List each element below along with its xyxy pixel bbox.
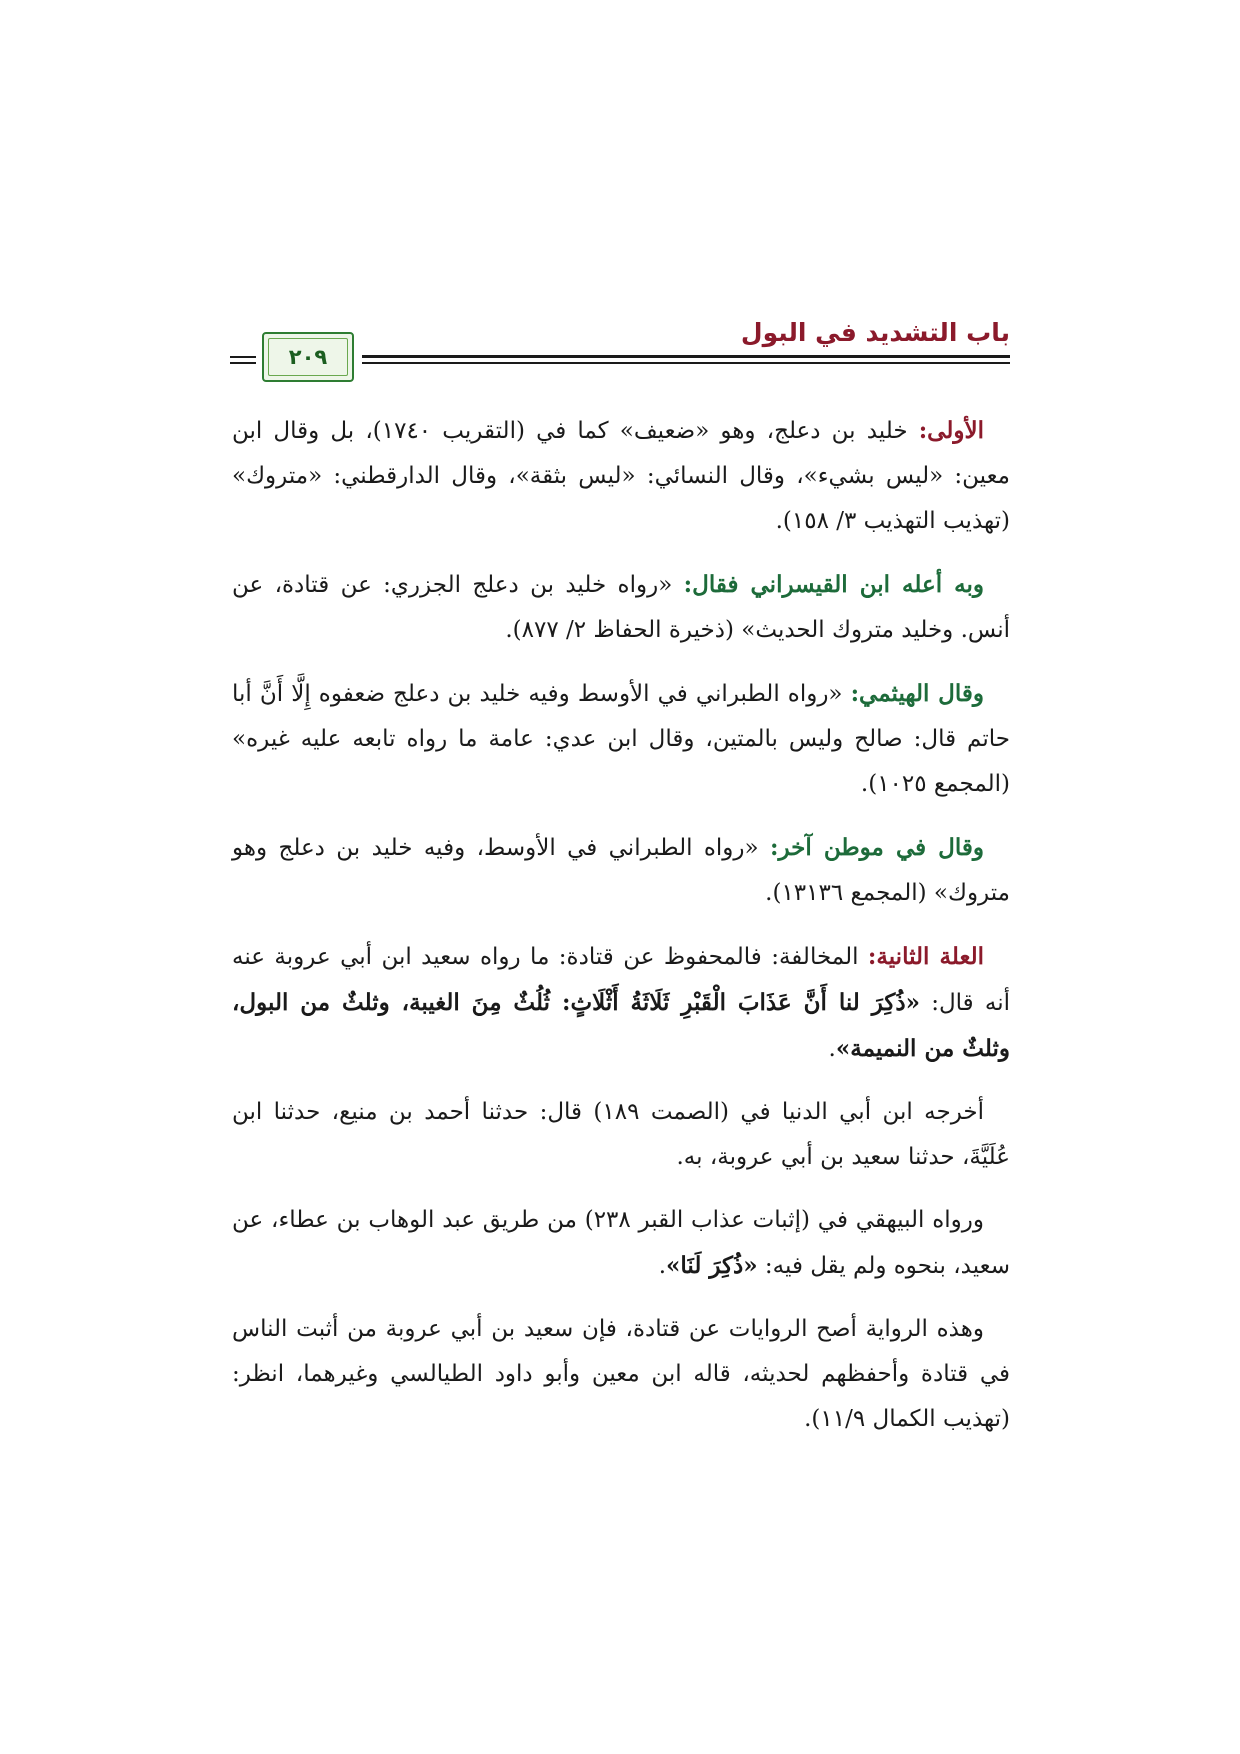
paragraph <box>232 671 1010 807</box>
paragraph-text: خليد بن دعلج، وهو «ضعيف» كما في (التقريب ١٧٤٠)، بل وقال ابن معين: «ليس بشيء»، وقال النسائي: «ليس بثقة»، وقال الدارقطني: «متروك» (تهذيب التهذيب ٣/ ١٥٨). <box>232 418 1010 534</box>
page-number-badge <box>262 332 354 382</box>
page-number: ٢٠٩ <box>288 345 328 369</box>
page-body <box>232 408 1010 1460</box>
paragraph-text: المخالفة: فالمحفوظ عن قتادة: ما رواه سعيد ابن أبي عروبة عنه أنه قال: <box>232 944 1010 1016</box>
paragraph-lead: الأولى: <box>918 417 984 444</box>
hadith-quote: «ذُكِرَ لَنَا» <box>666 1252 758 1279</box>
paragraph-text: «رواه الطبراني في الأوسط وفيه خليد بن دعلج ضعفوه إِلَّا أَنَّ أبا حاتم قال: صالح وليس بالمتين، وقال ابن عدي: عامة ما رواه تابعه عليه غيره» (المجمع ١٠٢٥). <box>232 681 1010 797</box>
paragraph <box>232 1090 1010 1180</box>
paragraph-lead: العلة الثانية: <box>867 943 984 970</box>
paragraph-text: ورواه البيهقي في (إثبات عذاب القبر ٢٣٨) من طريق عبد الوهاب بن عطاء، عن سعيد، بنحوه ولم يقل فيه: <box>232 1207 1010 1279</box>
paragraph-text: أخرجه ابن أبي الدنيا في (الصمت ١٨٩) قال: حدثنا أحمد بن منيع، حدثنا ابن عُلَيَّةَ، حدثنا سعيد بن أبي عروبة، به. <box>232 1099 1010 1170</box>
paragraph <box>232 1198 1010 1289</box>
paragraph <box>232 408 1010 544</box>
paragraph-text: وهذه الرواية أصح الروايات عن قتادة، فإن سعيد بن أبي عروبة من أثبت الناس في قتادة وأحفظهم لحديثه، قاله ابن معين وأبو داود الطيالسي وغيرهما، انظر: (تهذيب الكمال ١١/٩). <box>232 1316 1010 1432</box>
paragraph <box>232 1307 1010 1442</box>
paragraph <box>232 825 1010 916</box>
paragraph-lead: وقال في موطن آخر: <box>769 834 984 861</box>
paragraph-lead: وقال الهيثمي: <box>850 680 984 707</box>
paragraph-text: «رواه الطبراني في الأوسط، وفيه خليد بن دعلج وهو متروك» (المجمع ١٣١٣٦). <box>232 835 1010 906</box>
paragraph-text: «رواه خليد بن دعلج الجزري: عن قتادة، عن أنس. وخليد متروك الحديث» (ذخيرة الحفاظ ٢/ ٨٧٧). <box>232 572 1010 643</box>
chapter-title: باب التشديد في البول <box>740 318 1010 347</box>
header-rule <box>362 362 1010 364</box>
paragraph-text: . <box>658 1253 667 1279</box>
paragraph-text: . <box>828 1036 836 1062</box>
paragraph <box>232 562 1010 653</box>
paragraph <box>232 934 1010 1072</box>
header-rule <box>230 362 256 364</box>
hadith-quote: «ذُكِرَ لنا أَنَّ عَذَابَ الْقَبْرِ ثَلَاثَةُ أَثْلَاثٍ: ثُلُثٌ مِنَ الغيبة، وثلثٌ من البول، وثلثٌ من النميمة» <box>232 989 1010 1062</box>
header-rule <box>230 356 256 358</box>
header-rule <box>362 355 1010 358</box>
paragraph-lead: وبه أعله ابن القيسراني فقال: <box>683 571 984 598</box>
